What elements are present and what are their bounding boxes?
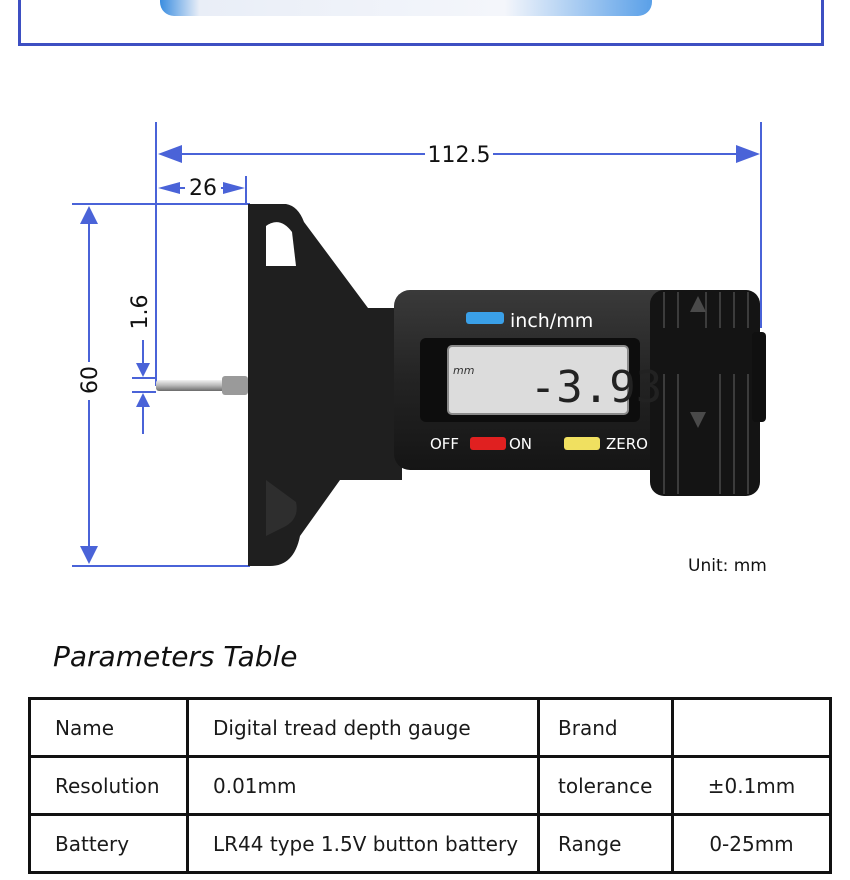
param-value: Digital tread depth gauge xyxy=(188,699,539,757)
param-value: ±0.1mm xyxy=(673,757,831,815)
parameters-table-title: Parameters Table xyxy=(53,640,298,673)
dimension-total-length: 112.5 xyxy=(427,143,491,168)
on-label: ON xyxy=(509,435,533,453)
param-value: 0.01mm xyxy=(188,757,539,815)
product-image-strip xyxy=(160,0,652,16)
dimension-height: 60 xyxy=(78,366,103,394)
lcd-unit: mm xyxy=(453,364,475,377)
depth-gauge-device xyxy=(156,204,766,566)
param-value: LR44 type 1.5V button battery xyxy=(188,815,539,873)
lcd-reading: -3.93 xyxy=(529,362,663,413)
dimension-diagram xyxy=(0,100,850,600)
mode-button[interactable] xyxy=(466,312,504,324)
param-label: Brand xyxy=(539,699,673,757)
param-label: Resolution xyxy=(30,757,188,815)
dimension-probe-diameter: 1.6 xyxy=(128,294,153,330)
table-row xyxy=(30,757,831,815)
param-label: Battery xyxy=(30,815,188,873)
power-button[interactable] xyxy=(470,437,506,450)
param-value: 0-25mm xyxy=(673,815,831,873)
probe-pin xyxy=(156,380,226,391)
mode-button-label: inch/mm xyxy=(510,310,594,332)
table-row xyxy=(30,815,831,873)
zero-button[interactable] xyxy=(564,437,600,450)
param-label: Range xyxy=(539,815,673,873)
param-label: tolerance xyxy=(539,757,673,815)
unit-note: Unit: mm xyxy=(688,556,767,576)
dimension-base-width: 26 xyxy=(189,176,217,201)
param-value xyxy=(673,699,831,757)
off-label: OFF xyxy=(430,435,460,453)
parameters-table xyxy=(28,697,832,874)
table-row xyxy=(30,699,831,757)
param-label: Name xyxy=(30,699,188,757)
zero-label: ZERO xyxy=(606,435,648,453)
